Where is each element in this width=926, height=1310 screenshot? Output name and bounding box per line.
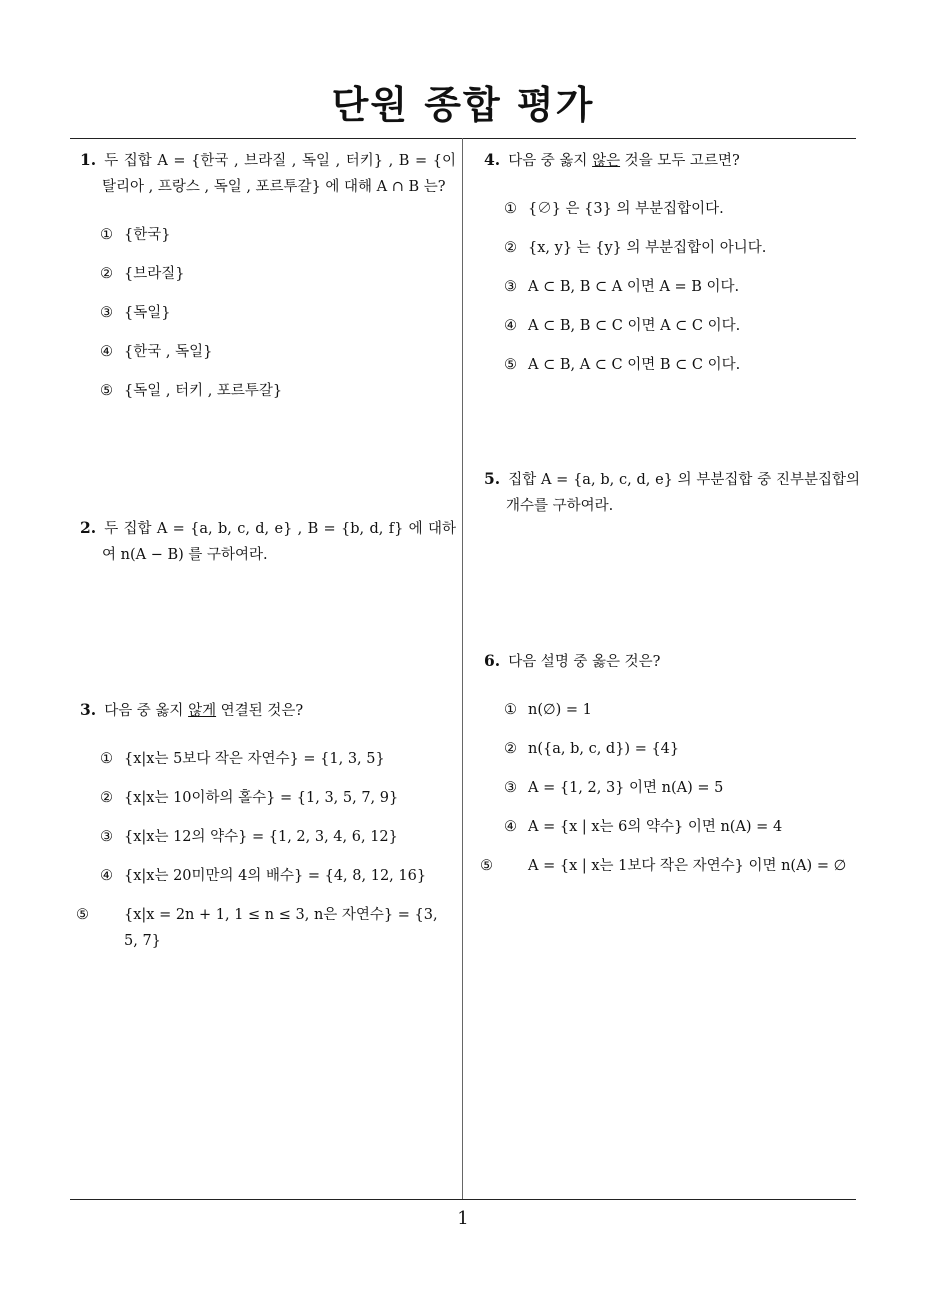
column-divider [462,138,463,1199]
option-text: {x|x = 2n + 1, 1 ≤ n ≤ 3, n은 자연수} = {3, 5, 7} [124,907,438,949]
option-number: ⑤ [480,858,493,874]
question-stem [76,147,456,200]
option-text: {∅} 은 {3} 의 부분집합이다. [528,201,724,217]
question-5 [480,466,860,519]
question-number: 3. [80,700,97,719]
option-number: ② [504,240,517,256]
question-number: 1. [80,150,97,169]
page-number: 1 [457,1208,469,1229]
answer-option[interactable] [504,235,860,261]
question-text-before: 다음 중 옳지 [508,153,593,169]
answer-option[interactable] [504,196,860,222]
option-text: n({a, b, c, d}) = {4} [528,741,680,757]
option-text: A ⊂ B, A ⊂ C 이면 B ⊂ C 이다. [528,357,741,373]
option-text: {독일} [124,305,171,321]
answer-option[interactable] [100,746,456,772]
answer-option[interactable] [504,274,860,300]
option-number: ① [504,702,517,718]
question-text: 두 집합 A = {한국 , 브라질 , 독일 , 터키} , B = {이탈리아 , 프랑스 , 독일 , 포르투갈} 에 대해 A ∩ B 는? [102,153,456,195]
option-list [480,697,860,879]
question-stem [76,697,456,724]
option-text: A ⊂ B, B ⊂ C 이면 A ⊂ C 이다. [528,318,741,334]
question-number: 6. [484,651,501,670]
option-number: ⑤ [504,357,517,373]
answer-option[interactable] [100,300,456,326]
option-number: ④ [100,344,113,360]
answer-option[interactable] [100,785,456,811]
option-text: {x|x는 5보다 작은 자연수} = {1, 3, 5} [124,751,385,767]
option-number: ③ [504,279,517,295]
option-text: {x, y} 는 {y} 의 부분집합이 아니다. [528,240,767,256]
question-number: 2. [80,518,97,537]
option-list [76,746,456,954]
option-text: A = {1, 2, 3} 이면 n(A) = 5 [528,780,724,796]
question-stem [76,515,456,568]
page-title: 단원 종합 평가 [331,83,595,127]
question-1 [76,147,456,417]
answer-option[interactable] [504,814,860,840]
question-stem [480,466,860,519]
option-list [504,196,860,378]
question-3 [76,697,456,967]
answer-option[interactable] [504,352,860,378]
answer-option[interactable] [480,853,860,879]
question-text: 집합 A = {a, b, c, d, e} 의 부분집합 중 진부분집합의 개수를 구하여라. [506,472,860,514]
question-text-after: 연결된 것은? [216,703,304,719]
option-number: ③ [100,305,113,321]
question-stem [480,648,860,675]
option-number: ⑤ [100,383,113,399]
answer-option[interactable] [100,863,456,889]
option-number: ① [100,227,113,243]
option-text: n(∅) = 1 [528,702,592,718]
question-6 [480,648,860,892]
question-stem [480,147,860,174]
option-number: ② [100,266,113,282]
option-text: {x|x는 20미만의 4의 배수} = {4, 8, 12, 16} [124,868,427,884]
question-number: 5. [484,469,501,488]
answer-option[interactable] [100,261,456,287]
option-text: {한국} [124,227,171,243]
question-4 [480,147,860,391]
answer-option[interactable] [504,697,860,723]
option-number: ① [100,751,113,767]
answer-option[interactable] [76,902,456,954]
answer-option[interactable] [100,824,456,850]
answer-option[interactable] [100,222,456,248]
bottom-divider [70,1199,856,1200]
answer-option[interactable] [100,339,456,365]
option-list [100,222,456,404]
option-text: A = {x | x는 1보다 작은 자연수} 이면 n(A) = ∅ [528,858,847,874]
question-text-underlined: 않은 [592,153,621,169]
option-number: ⑤ [76,907,89,923]
option-text: {독일 , 터키 , 포르투갈} [124,383,283,399]
question-text-underlined: 않게 [188,703,217,719]
option-number: ② [100,790,113,806]
answer-option[interactable] [100,378,456,404]
option-number: ① [504,201,517,217]
question-2 [76,515,456,568]
option-text: A = {x | x는 6의 약수} 이면 n(A) = 4 [528,819,783,835]
question-text: 두 집합 A = {a, b, c, d, e} , B = {b, d, f} 에 대하여 n(A − B) 를 구하여라. [102,521,456,563]
question-text-after: 것을 모두 고르면? [620,153,740,169]
answer-option[interactable] [504,313,860,339]
option-text: {x|x는 10이하의 홀수} = {1, 3, 5, 7, 9} [124,790,399,806]
question-text-before: 다음 중 옳지 [104,703,189,719]
option-text: {브라질} [124,266,185,282]
option-number: ③ [100,829,113,845]
answer-option[interactable] [504,736,860,762]
question-number: 4. [484,150,501,169]
option-number: ③ [504,780,517,796]
option-number: ④ [100,868,113,884]
option-number: ④ [504,318,517,334]
option-text: A ⊂ B, B ⊂ A 이면 A = B 이다. [528,279,740,295]
option-number: ④ [504,819,517,835]
top-divider [70,138,856,139]
option-text: {x|x는 12의 약수} = {1, 2, 3, 4, 6, 12} [124,829,398,845]
option-number: ② [504,741,517,757]
question-text: 다음 설명 중 옳은 것은? [508,654,661,670]
answer-option[interactable] [504,775,860,801]
option-text: {한국 , 독일} [124,344,213,360]
